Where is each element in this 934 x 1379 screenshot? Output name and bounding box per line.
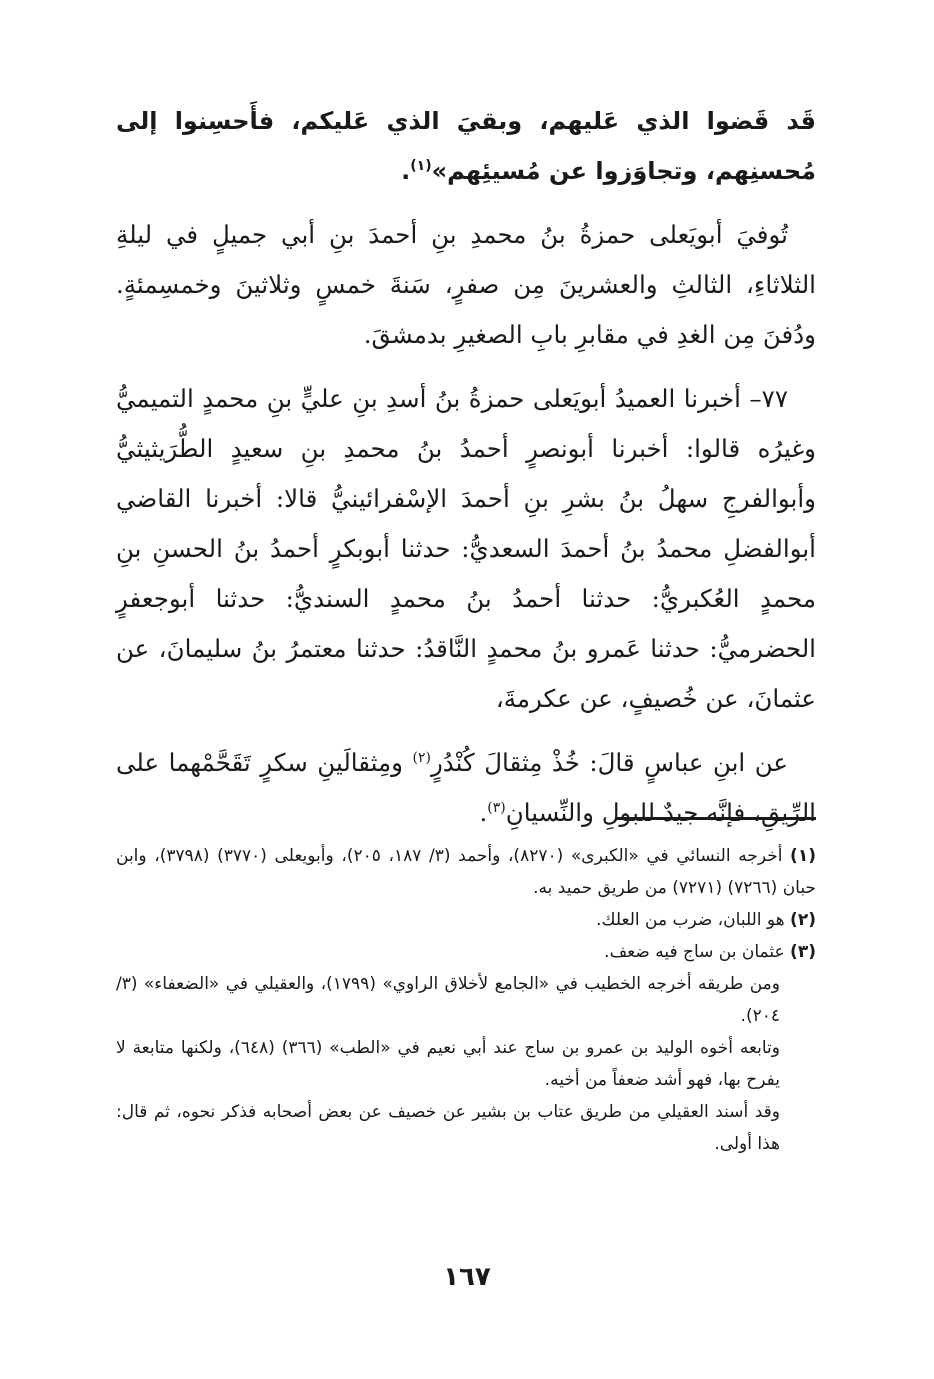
main-text (116, 96, 816, 838)
footnote-1-number: (١) (790, 846, 816, 866)
footnote-3-continuation-2: وتابعه أخوه الوليد بن عمرو بن ساج عند أبي نعيم في «الطب» (٣٦٦) (٦٤٨)، ولكنها متابعة لا يفرح بها، فهو أشد ضعفاً من أخيه. (116, 1038, 780, 1090)
footnote-ref-2: (٢) (412, 749, 431, 766)
matn-part-1: عن ابنِ عباسٍ قالَ: خُذْ مِثقالَ كُنْدُرٍ (430, 748, 788, 777)
footnote-ref-3: (٣) (487, 799, 506, 816)
footnote-divider (616, 817, 816, 820)
footnote-1-text: أخرجه النسائي في «الكبرى» (٨٢٧٠)، وأحمد (٣/ ١٨٧، ٢٠٥)، وأبويعلى (٣٧٧٠) (٣٧٩٨)، وابن حبان (٧٢٦٦) (٧٢٧١) من طريق حميد به. (116, 846, 816, 898)
quote-end: . (401, 157, 411, 185)
footnote-1 (116, 840, 816, 904)
footnote-3-continuation-1: ومن طريقه أخرجه الخطيب في «الجامع لأخلاق الراوي» (١٧٩٩)، والعقيلي في «الضعفاء» (٣/ ٢٠٤). (116, 974, 780, 1026)
footnote-2-text: هو اللبان، ضرب من العلك. (596, 910, 791, 930)
death-paragraph: تُوفيَ أبويَعلى حمزةُ بنُ محمدِ بنِ أحمدَ بنِ أبي جميلٍ في ليلةِ الثلاثاءِ، الثالثِ والعشرينَ مِن صفرٍ، سَنةَ خمسٍ وثلاثينَ وخمسِمئةٍ. ودُفنَ مِن الغدِ في مقابرِ بابِ الصغيرِ بدمشقَ. (116, 220, 816, 349)
quote-line-2: عن مُسيئِهم» (431, 157, 587, 185)
isnad-paragraph: ٧٧– أخبرنا العميدُ أبويَعلى حمزةُ بنُ أسدِ بنِ عليٍّ بنِ محمدٍ التميميُّ وغيرُه قالوا: أخبرنا أبونصرٍ أحمدُ بنُ محمدِ بنِ سعيدٍ الطُّرَيثيثيُّ وأبوالفرجِ سهلُ بنُ بشرِ بنِ أحمدَ الإسْفرائينيُّ قالا: أخبرنا القاضي أبوالفضلِ محمدُ بنُ أحمدَ السعديُّ: حدثنا أبوبكرٍ أحمدُ بنُ الحسنِ بنِ محمدٍ العُكبريُّ: حدثنا أحمدُ بنُ محمدٍ السنديُّ: حدثنا أبوجعفرٍ الحضرميُّ: حدثنا عَمرو بنُ محمدٍ النَّاقدُ: حدثنا معتمرُ بنُ سليمانَ، عن عثمانَ، عن خُصيفٍ، عن عكرمةَ، (116, 384, 816, 713)
footnotes (116, 840, 816, 1160)
footnote-2 (116, 904, 816, 936)
matn-paragraph (116, 738, 816, 838)
footnote-3-number: (٣) (790, 942, 816, 962)
page-number: ١٦٧ (443, 1262, 491, 1292)
quote-line-1: قَد قَضوا الذي عَليهم، وبقيَ الذي عَليكم، فأَحسِنوا إلى مُحسنِهم، وتجاوَزوا (116, 107, 816, 185)
footnote-3-text: عثمان بن ساج فيه ضعف. (604, 942, 791, 962)
footnote-ref-1: (١) (410, 158, 432, 174)
footnote-3-continuation-3: وقد أسند العقيلي من طريق عتاب بن بشير عن خصيف عن بعض أصحابه فذكر نحوه، ثم قال: هذا أولى. (116, 1102, 780, 1154)
quote-paragraph (116, 96, 816, 196)
footnote-2-number: (٢) (790, 910, 816, 930)
footnote-3 (116, 936, 816, 968)
matn-end: . (479, 798, 488, 827)
matn-part-2: ومِثقالَينِ سكرٍ تَقَحَّمْهما على الرِّيقِ، فإنَّه جيدٌ للبولِ والنِّسيانِ (116, 748, 816, 827)
